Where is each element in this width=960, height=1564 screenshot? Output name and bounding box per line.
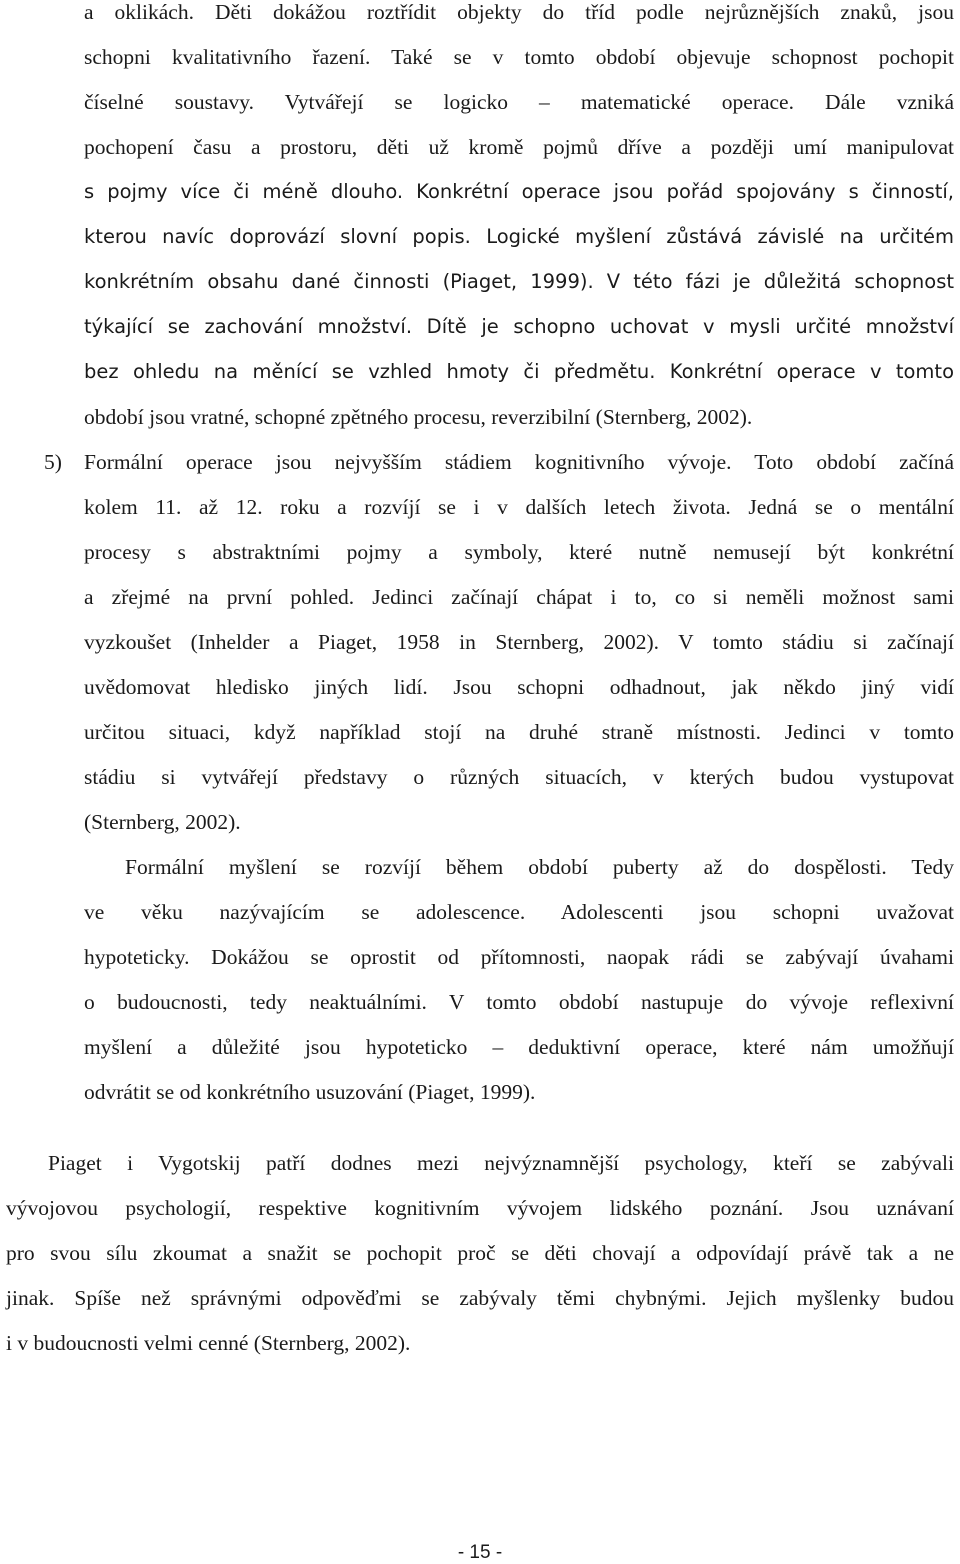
- text-line: týkající se zachování množství. Dítě je schopno uchovat v mysli určité množství: [84, 315, 954, 338]
- text-line: odvrátit se od konkrétního usuzování (Piaget, 1999).: [84, 1080, 536, 1104]
- page-number: - 15 -: [457, 1542, 503, 1563]
- list-marker: 5): [44, 450, 62, 474]
- text-line: i v budoucnosti velmi cenné (Sternberg, 2002).: [6, 1331, 411, 1355]
- text-line: číselné soustavy. Vytvářejí se logicko – matematické operace. Dále vzniká: [84, 90, 954, 114]
- text-line: Formální operace jsou nejvyšším stádiem kognitivního vývoje. Toto období začíná: [84, 450, 954, 474]
- text-line: Formální myšlení se rozvíjí během období puberty až do dospělosti. Tedy: [125, 855, 954, 879]
- text-line: pro svou sílu zkoumat a snažit se pochopit proč se děti chovají a odpovídají právě tak a ne: [6, 1241, 954, 1265]
- text-line: s pojmy více či méně dlouho. Konkrétní operace jsou pořád spojovány s činností,: [84, 180, 954, 203]
- text-line: jinak. Spíše než správnými odpověďmi se zabývaly těmi chybnými. Jejich myšlenky budou: [6, 1286, 954, 1310]
- text-line: vývojovou psychologií, respektive kognitivním vývojem lidského poznání. Jsou uznávaní: [6, 1196, 954, 1220]
- text-line: období jsou vratné, schopné zpětného procesu, reverzibilní (Sternberg, 2002).: [84, 405, 753, 429]
- text-line: myšlení a důležité jsou hypoteticko – deduktivní operace, které nám umožňují: [84, 1035, 954, 1059]
- text-line: bez ohledu na měnící se vzhled hmoty či předmětu. Konkrétní operace v tomto: [84, 360, 954, 383]
- text-line: určitou situaci, když například stojí na druhé straně místnosti. Jedinci v tomto: [84, 720, 954, 744]
- text-line: stádiu si vytvářejí představy o různých situacích, v kterých budou vystupovat: [84, 765, 954, 789]
- text-line: hypoteticky. Dokážou se oprostit od přítomnosti, naopak rádi se zabývají úvahami: [84, 945, 954, 969]
- text-line: kolem 11. až 12. roku a rozvíjí se i v dalších letech života. Jedná se o mentální: [84, 495, 954, 519]
- text-line: schopni kvalitativního řazení. Také se v tomto období objevuje schopnost pochopit: [84, 45, 954, 69]
- text-line: a oklikách. Děti dokážou roztřídit objekty do tříd podle nejrůznějších znaků, jsou: [84, 0, 954, 24]
- text-line: (Sternberg, 2002).: [84, 810, 241, 834]
- text-line: uvědomovat hledisko jiných lidí. Jsou schopni odhadnout, jak někdo jiný vidí: [84, 675, 954, 699]
- text-line: kterou navíc doprovází slovní popis. Logické myšlení zůstává závislé na určitém: [84, 225, 954, 248]
- text-line: o budoucnosti, tedy neaktuálními. V tomto období nastupuje do vývoje reflexivní: [84, 990, 954, 1014]
- text-line: konkrétním obsahu dané činnosti (Piaget, 1999). V této fázi je důležitá schopnost: [84, 270, 954, 293]
- text-line: a zřejmé na první pohled. Jedinci začínají chápat i to, co si neměli možnost sami: [84, 585, 954, 609]
- text-line: ve věku nazývajícím se adolescence. Adolescenti jsou schopni uvažovat: [84, 900, 954, 924]
- text-line: Piaget i Vygotskij patří dodnes mezi nejvýznamnější psychology, kteří se zabývali: [48, 1151, 954, 1175]
- text-line: pochopení času a prostoru, děti už kromě pojmů dříve a později umí manipulovat: [84, 135, 954, 159]
- text-line: procesy s abstraktními pojmy a symboly, které nutně nemusejí být konkrétní: [84, 540, 954, 564]
- text-line: vyzkoušet (Inhelder a Piaget, 1958 in Sternberg, 2002). V tomto stádiu si začínají: [84, 630, 954, 654]
